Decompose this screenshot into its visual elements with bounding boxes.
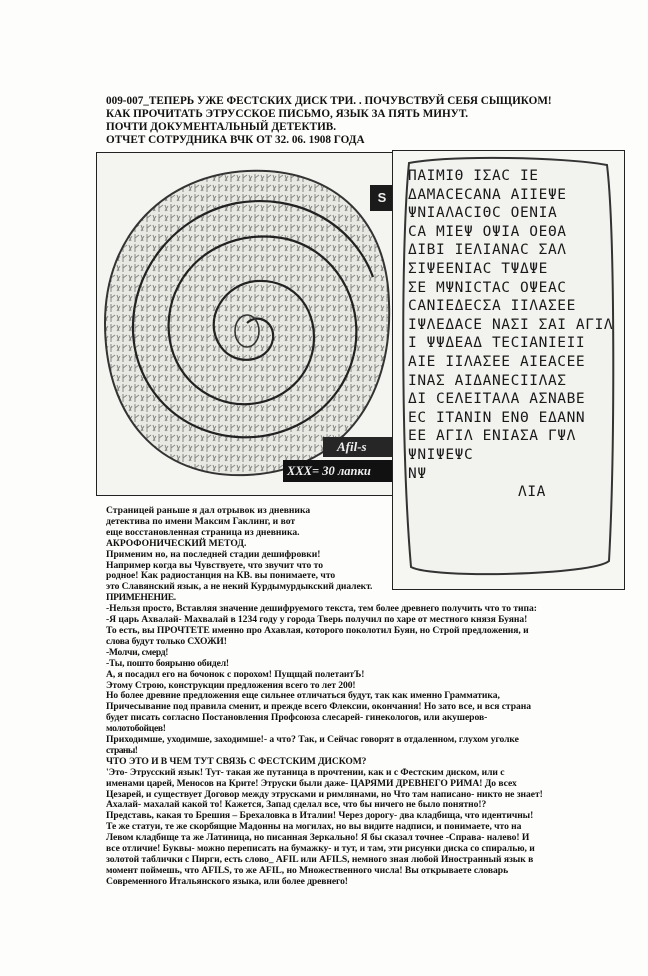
afil-caption: Afil-s [323,437,395,457]
body-line: Приходимше, уходимше, заходимше!- а что? Так, и Сейчас говорят в отдаленном, глухом уголке [106,734,519,746]
body-line: будет писать согласно Постановления Профсоюза слесарей- гинекологов, или акушеров- [106,712,488,724]
body-line: -Я царь Ахвалай- Махвалай в 1234 году у города Тверь получил по харе от местного князя Буяна! [106,614,528,626]
header-line-2: КАК ПРОЧИТАТЬ ЭТРУССКОЕ ПИСЬМО, ЯЗЫК ЗА ПЯТЬ МИНУТ. [106,108,469,120]
body-line: Страницей раньше я дал отрывок из дневника [106,505,311,516]
inscription-line: ΔΙΒΙ ΙΕΛΙΑΝΑϹ ΣΑΛ [408,242,567,259]
inscription-line: ΑΙΕ ΙΙΛΑΣΕΕ ΑΙΕΑϹΕΕ [408,353,586,370]
body-line: Ахалай- махалай какой то! Кажется, Запад сделал все, что бы ничего не было понятно!? [106,799,487,811]
header-line-3: ПОЧТИ ДОКУМЕНТАЛЬНЫЙ ДЕТЕКТИВ. [106,121,337,133]
inscription-line: ΕΕ ΑΓΙΛ ΕΝΙΑΣΑ ΓΨΛ [408,428,576,445]
body-line: Современного Итальянского языка, или более древнего! [106,875,348,887]
xxx-caption: XXX= 30 лапки [283,460,395,482]
tablet-inscription [408,168,614,503]
inscription-line: ΨΝΙΨΕΨϹ [408,446,474,463]
body-line: А, я посадил его на бочонок с порохом! Пущщай полетаитЪ! [106,668,365,680]
body-line: молотобойцев! [106,723,166,735]
inscription-line: ΣΙΨΕΕΝΙΑϹ ΤΨΔΨΕ [408,260,548,277]
inscription-line: ΕϹ ΙΤΑΝΙΝ ΕΝΘ ΕΔΑΝΝ [408,409,586,426]
body-line: Левом кладбище та же Латиница, но писанная Зеркально! Я бы сказал точнее -Справа- налево! И [106,832,530,844]
section-heading: ЧТО ЭТО И В ЧЕМ ТУТ СВЯЗЬ С ФЕСТСКИМ ДИСКОМ? [106,755,367,767]
body-line: Этому Строю, конструкции предложения всего то лет 200! [106,679,356,691]
body-line: -Ты, пошто боярыню обидел! [106,657,229,669]
body-line: -Нельзя просто, Вставляя значение дешифруемого текста, тем более древнего получить что то типа: [106,603,537,615]
body-line: детектива по имени Максим Гаклинг, и вот [106,515,296,527]
inscription-line: ΨΝΙΑΛΑϹΙΘϹ ΟΕΝΙΑ [408,205,558,222]
inscription-line: ΝΨ [408,465,427,482]
body-line: Но более древние предложения еще сильнее отличаться будут, так как именно Грамматика, [106,690,500,702]
body-line: Причесывание под правила сменит, и прежде всего Флексии, окончания! Но зато все, и вся страна [106,701,532,713]
disk-side-label: S [370,185,394,211]
inscription-line: Ι ΨΨΔΕΑΔ ΤΕϹΙΑΝΙΕΙΙ [408,335,586,352]
body-line: 'Это- Этрусский язык! Тут- такая же путаница в прочтении, как и с Фестским диском, или с [106,766,505,778]
header-line-1: 009-007_ТЕПЕРЬ УЖЕ ФЕСТСКИХ ДИСК ТРИ. . ПОЧУВСТВУЙ СЕБЯ СЫЩИКОМ! [106,95,552,107]
inscription-line: ΛΙΑ [518,484,546,501]
body-line: золотой таблички с Пирги, есть слово_ AFIL или AFILS, немного зная любой Иностранный язык в [106,854,534,865]
inscription-line: ΔΑΜΑϹΕϹΑΝΑ ΑΙΙΕΨΕ [408,186,567,203]
body-line: момент поймешь, что AFILS, то же AFIL, но Множественного числа! Вы открываете словарь [106,864,509,876]
inscription-line: ϹΑ ΜΙΕΨ ΟΨΙΑ ΟΕΘΑ [408,223,567,240]
inscription-line: ΙΝΑΣ ΑΙΔΑΝΕϹΙΙΛΑΣ [408,372,567,389]
body-line: еще восстановленная страница из дневника. [106,526,300,538]
section-heading: АКРОФОНИЧЕСКИЙ МЕТОД. [106,537,247,549]
body-line: Те же статуи, те же скорбящие Мадонны на могилах, но вы видите надписи, и понимаете, что на [106,821,522,833]
body-line: именами царей, Меносов на Крите! Этруски были даже- ЦАРЯМИ ДРЕВНЕГО РИМА! До всех [106,777,517,789]
inscription-line: ΣΕ ΜΨΝΙϹΤΑϹ ΟΨΕΑϹ [408,279,567,296]
inscription-line: ϹΑΝΙΕΔΕϹΣΑ ΙΙΛΑΣΕΕ [408,298,576,315]
document-header [106,95,626,147]
body-line: это Славянский язык, а не некий Курдымурдыкский диалект. [106,581,373,593]
header-line-4: ОТЧЕТ СОТРУДНИКА ВЧК ОТ 32. 06. 1908 ГОДА [106,134,365,146]
body-line: Цезарей, и существует Договор между этрусками и римлянами, но Что там написано- никто не знает! [106,788,543,800]
body-line: страны! [106,744,138,756]
body-line: То есть, вы ПРОЧТЕТЕ именно про Ахавлая, которого поколотил Буян, но Строй предложения, и [106,624,529,636]
body-line: Представь, какая то Брешия – Брехаловка в Италии! Через дорогу- два кладбища, что идентичны! [106,810,534,822]
inscription-line: ΙΨΛΕΔΑϹΕ ΝΑΣΙ ΣΑΙ ΑΓΙΛ [408,316,614,333]
body-line: Например когда вы Чувствуете, что звучит что то [106,559,324,571]
inscription-line: ΠΑΙΜΙΘ ΙΣΑϹ ΙΕ [408,168,539,184]
article-body [106,506,646,888]
body-line: -Молчи, смерд! [106,646,169,658]
body-line: Применим но, на последней стадии дешифровки! [106,548,321,560]
body-line: родное! Как радиостанция на КВ. вы понимаете, что [106,570,336,582]
inscription-line: ΔΙ ϹΕΛΕΙΤΑΛΑ ΑΣΝΑΒΕ [408,391,586,408]
section-heading: ПРИМЕНЕНИЕ. [106,592,176,604]
body-line: слова будут только СХОЖИ! [106,635,227,647]
body-line: все отличие! Буквы- можно переписать на бумажку- и тут, и там, эти рисунки диска со спиралью, и [106,843,535,855]
